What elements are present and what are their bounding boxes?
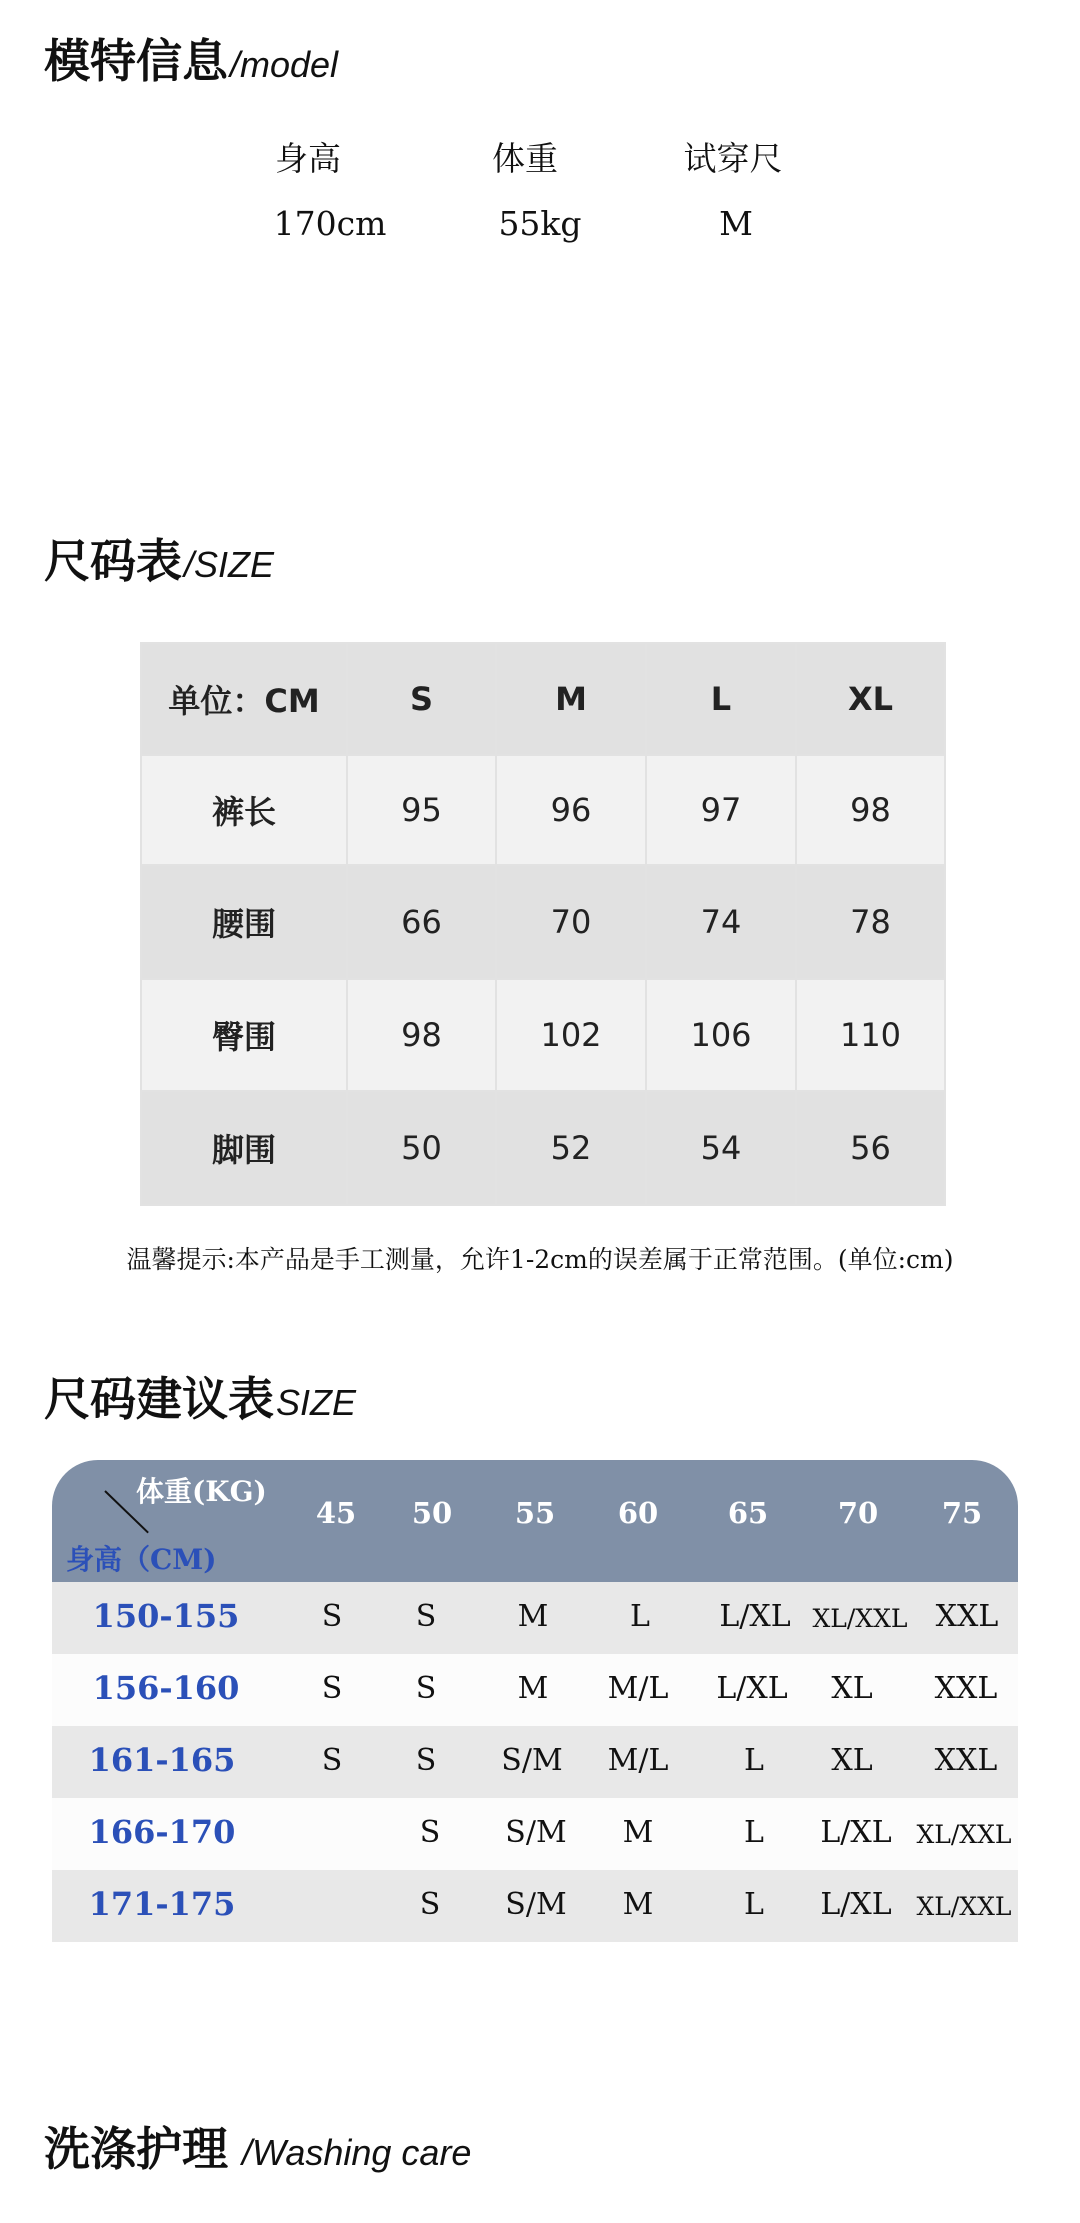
size-suggestion: M bbox=[622, 1815, 654, 1850]
size-suggestion: S bbox=[415, 1671, 437, 1706]
size-cell: 98 bbox=[347, 979, 496, 1091]
weight-col-header: 50 bbox=[411, 1496, 453, 1530]
size-cell: 52 bbox=[496, 1091, 646, 1205]
recommend-row-156-160 bbox=[52, 1654, 1018, 1726]
recommend-row-161-165 bbox=[52, 1726, 1018, 1798]
model-title-cn: 模特信息 bbox=[44, 34, 228, 88]
model-section-title bbox=[44, 34, 339, 88]
model-value-weight: 55kg bbox=[498, 204, 582, 243]
height-range: 161-165 bbox=[88, 1741, 236, 1779]
size-row-hip bbox=[141, 979, 945, 1091]
height-range: 150-155 bbox=[92, 1597, 240, 1635]
size-cell: 95 bbox=[347, 755, 496, 865]
size-suggestion: S bbox=[415, 1599, 437, 1634]
size-row-label: 脚围 bbox=[141, 1091, 347, 1205]
size-suggestion: XXL bbox=[934, 1743, 998, 1778]
size-suggestion: S bbox=[419, 1887, 441, 1922]
size-cell: 110 bbox=[796, 979, 945, 1091]
size-title-en: /SIZE bbox=[184, 544, 275, 585]
model-value-height: 170cm bbox=[273, 204, 387, 243]
recommend-row-166-170 bbox=[52, 1798, 1018, 1870]
size-suggestion: M bbox=[622, 1887, 654, 1922]
size-cell: 96 bbox=[496, 755, 646, 865]
size-suggestion: L bbox=[630, 1599, 650, 1634]
size-row-length bbox=[141, 755, 945, 865]
weight-col-header: 60 bbox=[617, 1496, 659, 1530]
size-suggestion: L/XL bbox=[820, 1887, 892, 1922]
size-suggestion: XXL bbox=[934, 1671, 998, 1706]
size-cell: 106 bbox=[646, 979, 796, 1091]
size-header-l: L bbox=[646, 643, 796, 755]
size-suggestion: M bbox=[517, 1599, 549, 1634]
size-header-s: S bbox=[347, 643, 496, 755]
recommend-row-171-175 bbox=[52, 1870, 1018, 1942]
size-suggestion: XL/XXL bbox=[812, 1604, 908, 1633]
weight-col-header: 45 bbox=[315, 1496, 357, 1530]
height-range: 166-170 bbox=[88, 1813, 236, 1851]
recommend-header bbox=[52, 1460, 1018, 1582]
weight-col-header: 65 bbox=[727, 1496, 769, 1530]
model-info-grid bbox=[0, 130, 1080, 260]
size-suggestion: L/XL bbox=[820, 1815, 892, 1850]
model-label-size: 试穿尺 bbox=[683, 139, 783, 178]
weight-axis-label: 体重(KG) bbox=[136, 1475, 267, 1508]
weight-col-header: 55 bbox=[514, 1496, 556, 1530]
size-cell: 50 bbox=[347, 1091, 496, 1205]
size-row-waist bbox=[141, 865, 945, 979]
model-label-height: 身高 bbox=[275, 139, 341, 178]
size-suggestion: S/M bbox=[505, 1887, 567, 1922]
weight-col-header: 75 bbox=[941, 1496, 983, 1530]
size-suggestion: S bbox=[321, 1671, 343, 1706]
height-range: 171-175 bbox=[88, 1885, 236, 1923]
size-suggestion: L bbox=[744, 1815, 764, 1850]
size-suggestion: XL/XXL bbox=[916, 1820, 1012, 1849]
washing-section-title bbox=[44, 2122, 472, 2176]
size-table-header bbox=[141, 643, 945, 755]
recommend-table bbox=[52, 1460, 1018, 1942]
size-suggestion: S bbox=[321, 1599, 343, 1634]
size-cell: 54 bbox=[646, 1091, 796, 1205]
washing-title-en: /Washing care bbox=[242, 2132, 472, 2173]
height-range: 156-160 bbox=[92, 1669, 240, 1707]
size-cell: 66 bbox=[347, 865, 496, 979]
size-suggestion: S bbox=[419, 1815, 441, 1850]
weight-col-header: 70 bbox=[837, 1496, 879, 1530]
size-cell: 98 bbox=[796, 755, 945, 865]
size-suggestion: M bbox=[517, 1671, 549, 1706]
size-row-ankle bbox=[141, 1091, 945, 1205]
size-cell: 70 bbox=[496, 865, 646, 979]
model-label-weight: 体重 bbox=[492, 139, 558, 178]
washing-title-cn: 洗涤护理 bbox=[44, 2122, 228, 2176]
size-table bbox=[140, 642, 946, 1206]
size-suggestion: XL/XXL bbox=[916, 1892, 1012, 1921]
size-cell: 74 bbox=[646, 865, 796, 979]
size-row-label: 裤长 bbox=[141, 755, 347, 865]
size-suggestion: XL bbox=[831, 1743, 873, 1778]
size-suggestion: S/M bbox=[505, 1815, 567, 1850]
recommend-section-title bbox=[44, 1372, 357, 1426]
size-suggestion: M/L bbox=[607, 1671, 669, 1706]
size-row-label: 腰围 bbox=[141, 865, 347, 979]
model-value-size: M bbox=[719, 204, 753, 243]
size-suggestion: S bbox=[321, 1743, 343, 1778]
size-row-label: 臀围 bbox=[141, 979, 347, 1091]
size-suggestion: M/L bbox=[607, 1743, 669, 1778]
size-section-title bbox=[44, 534, 275, 588]
recommend-row-150-155 bbox=[52, 1582, 1018, 1654]
size-header-xl: XL bbox=[796, 643, 945, 755]
size-suggestion: L bbox=[744, 1887, 764, 1922]
size-cell: 102 bbox=[496, 979, 646, 1091]
size-cell: 56 bbox=[796, 1091, 945, 1205]
size-suggestion: S/M bbox=[501, 1743, 563, 1778]
model-title-en: /model bbox=[230, 44, 339, 85]
size-suggestion: XXL bbox=[935, 1599, 999, 1634]
size-cell: 78 bbox=[796, 865, 945, 979]
size-note: 温馨提示:本产品是手工测量，允许1-2cm的误差属于正常范围。(单位:cm) bbox=[126, 1245, 954, 1274]
size-header-m: M bbox=[496, 643, 646, 755]
recommend-title-cn: 尺码建议表 bbox=[44, 1372, 274, 1426]
size-suggestion: XL bbox=[831, 1671, 873, 1706]
size-suggestion: L/XL bbox=[719, 1599, 791, 1634]
size-suggestion: S bbox=[415, 1743, 437, 1778]
size-title-cn: 尺码表 bbox=[44, 534, 182, 588]
size-suggestion: L bbox=[744, 1743, 764, 1778]
size-header-unit: 单位：CM bbox=[141, 643, 347, 755]
recommend-title-en: SIZE bbox=[276, 1382, 357, 1423]
size-cell: 97 bbox=[646, 755, 796, 865]
height-axis-label: 身高（CM) bbox=[66, 1543, 217, 1576]
size-suggestion: L/XL bbox=[716, 1671, 788, 1706]
